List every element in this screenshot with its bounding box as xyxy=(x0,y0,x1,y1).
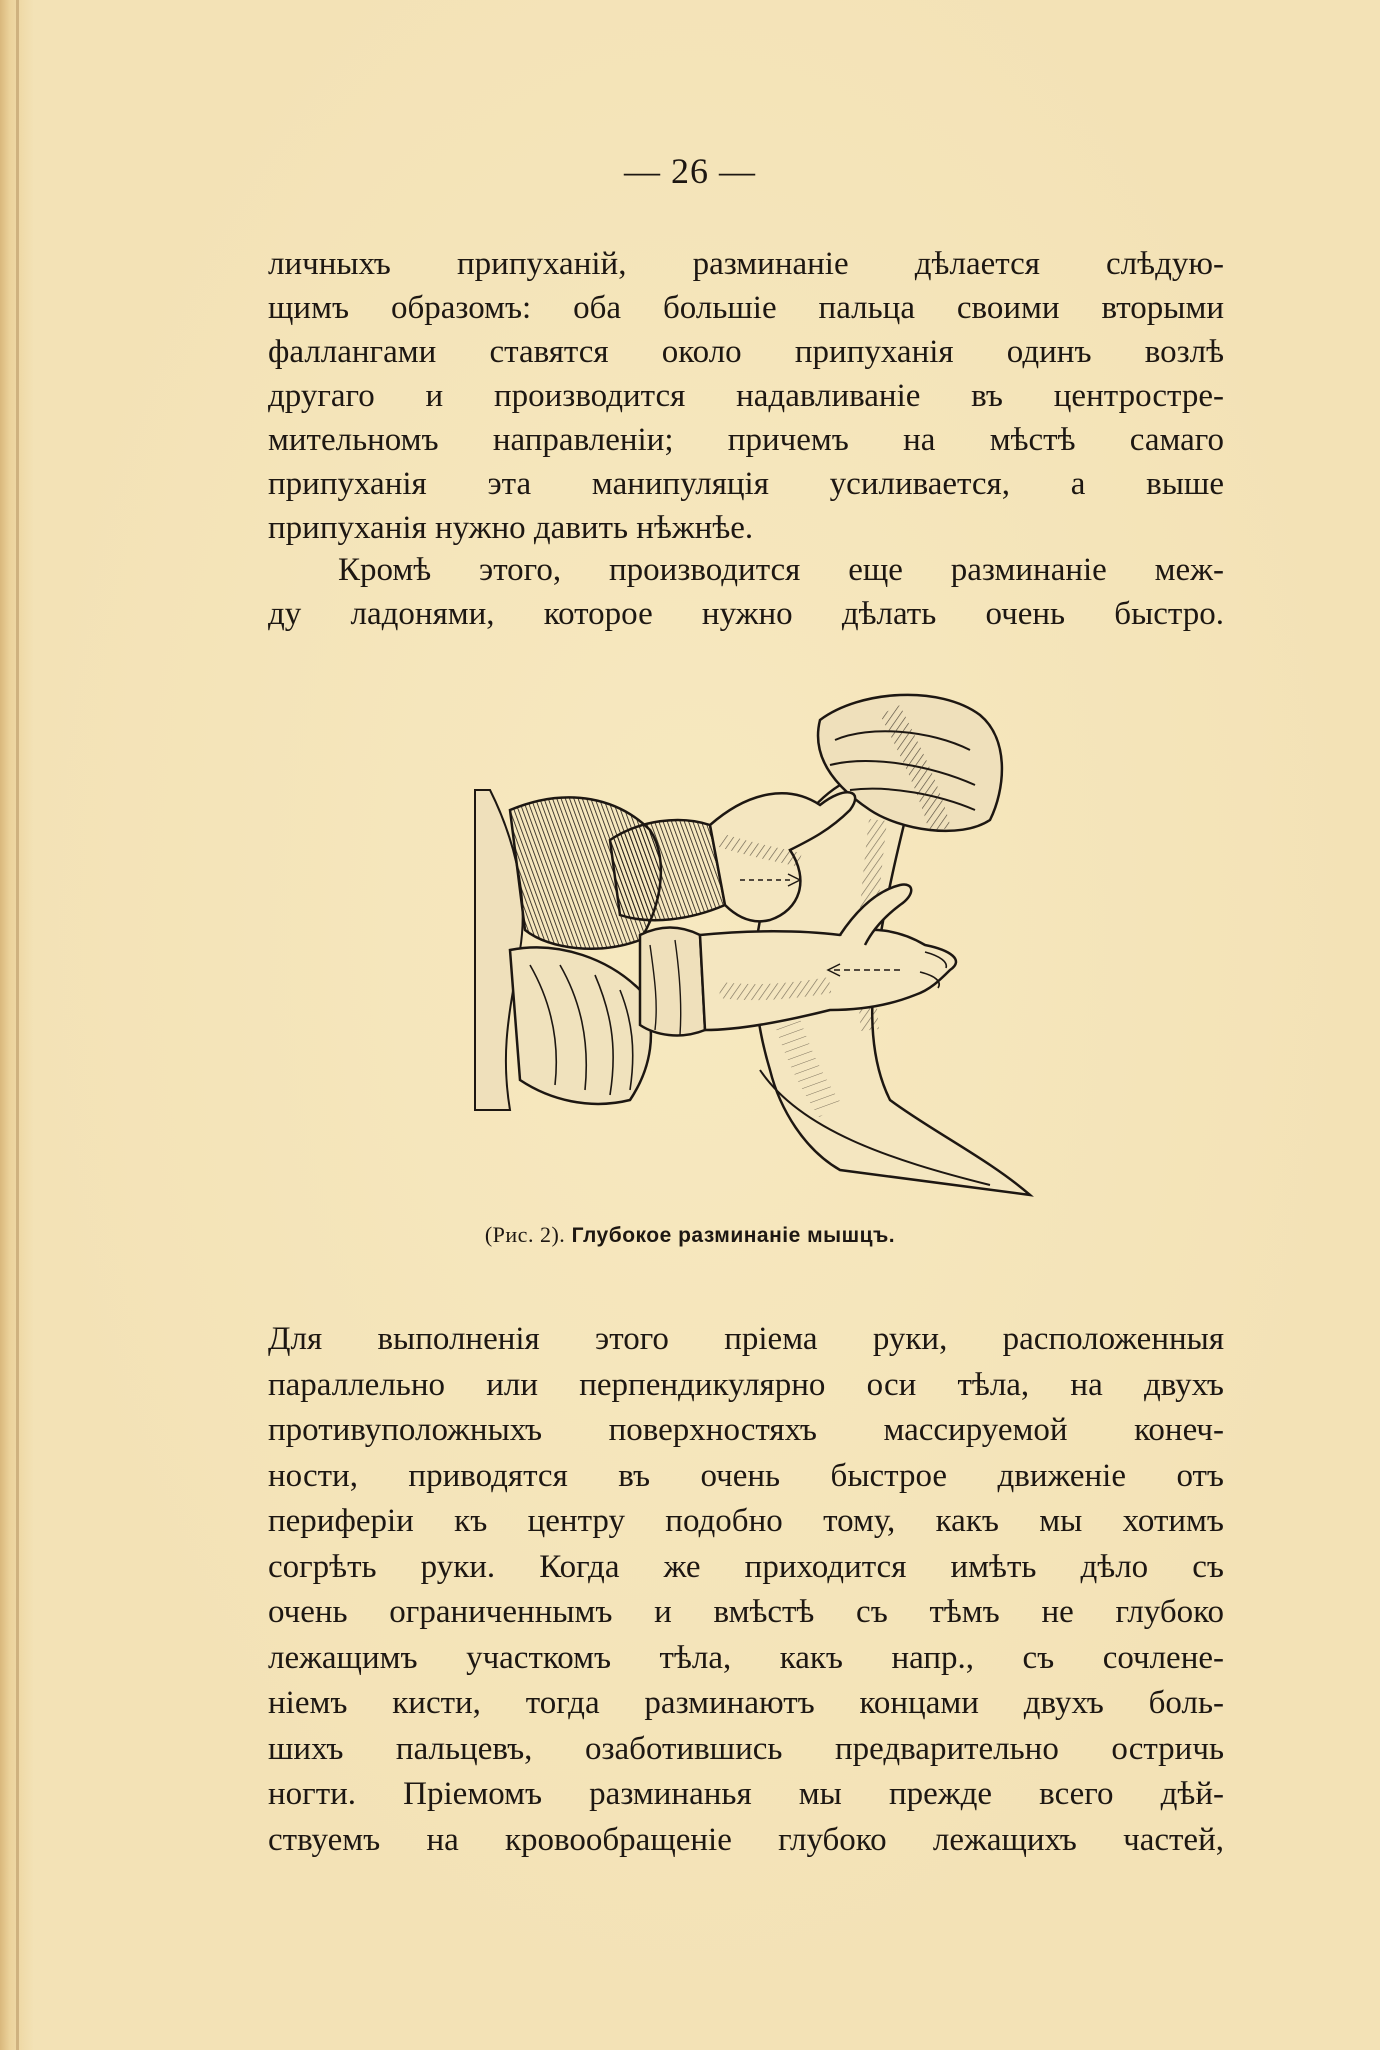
text-line: припуханія эта манипуляція усиливается, а выше xyxy=(268,466,1224,502)
text-line: согрѣть руки. Когда же приходится имѣть дѣло съ xyxy=(268,1548,1224,1585)
figure-caption xyxy=(0,1222,1380,1248)
caption-label: (Рис. 2). xyxy=(484,1222,566,1247)
page-gutter xyxy=(16,0,19,2050)
text-line: лежащимъ участкомъ тѣла, какъ напр., съ сочлене- xyxy=(268,1639,1224,1676)
text-line: щимъ образомъ: оба большіе пальца своими вторыми xyxy=(268,290,1224,326)
text-line: периферіи къ центру подобно тому, какъ мы хотимъ xyxy=(268,1503,1224,1539)
figure-illustration xyxy=(470,690,1050,1210)
text-line: личныхъ припуханій, разминаніе дѣлается слѣдую- xyxy=(268,246,1224,282)
text-line: ду ладонями, которое нужно дѣлать очень быстро. xyxy=(268,596,1224,632)
page-number: — 26 — xyxy=(624,151,756,191)
text-line: очень ограниченнымъ и вмѣстѣ съ тѣмъ не глубоко xyxy=(268,1594,1224,1630)
hands-kneading-engraving xyxy=(470,690,1050,1210)
text-line: Для выполненія этого пріема руки, расположенныя xyxy=(268,1321,1224,1357)
text-line: ногти. Пріемомъ разминанья мы прежде всего дѣй- xyxy=(268,1776,1224,1812)
text-line: припуханія нужно давить нѣжнѣе. xyxy=(268,510,754,546)
text-line: Кромѣ этого, производится еще разминаніе меж- xyxy=(338,552,1224,588)
paragraph-continuation xyxy=(268,242,1224,550)
text-line: шихъ пальцевъ, озаботившись предварительно остричь xyxy=(268,1730,1224,1767)
caption-title: Глубокое разминаніе мышцъ. xyxy=(571,1224,896,1247)
text-line: параллельно или перпендикулярно оси тѣла, на двухъ xyxy=(268,1366,1224,1403)
paragraph-technique xyxy=(268,1317,1224,1863)
text-line: ніемъ кисти, тогда разминаютъ концами двухъ боль- xyxy=(268,1685,1224,1721)
text-line: фаллангами ставятся около припуханія одинъ возлѣ xyxy=(268,334,1224,370)
text-line: другаго и производится надавливаніе въ центростре- xyxy=(268,378,1224,414)
text-line: противуположныхъ поверхностяхъ массируемой конеч- xyxy=(268,1412,1224,1448)
text-line: ствуемъ на кровообращеніе глубоко лежащихъ частей, xyxy=(268,1821,1224,1858)
text-line: мительномъ направленіи; причемъ на мѣстѣ самаго xyxy=(268,422,1224,458)
text-line: ности, приводятся въ очень быстрое движеніе отъ xyxy=(268,1457,1224,1494)
paragraph-palms xyxy=(268,548,1224,636)
